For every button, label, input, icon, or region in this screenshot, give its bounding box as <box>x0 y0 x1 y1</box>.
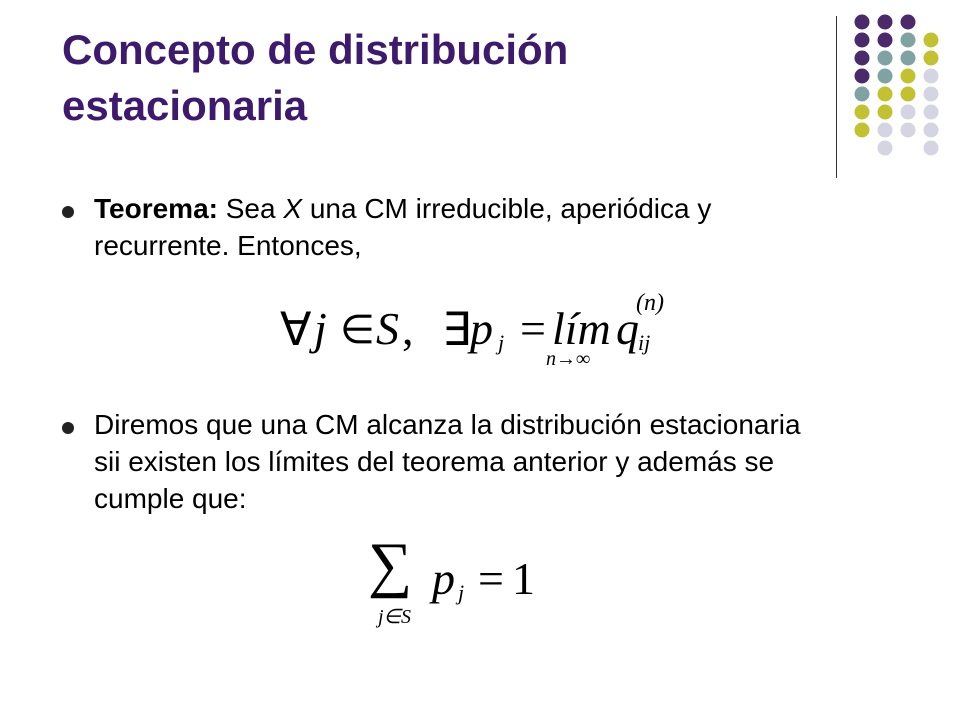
q-superscript: (n) <box>636 290 664 316</box>
decorative-dot <box>924 141 939 156</box>
decorative-dot <box>901 105 916 120</box>
decorative-dot <box>855 123 870 138</box>
equals-sign: = <box>478 553 504 604</box>
decorative-dot <box>878 105 893 120</box>
formula-p-subscript: j <box>458 580 465 605</box>
formula-one: 1 <box>512 553 535 604</box>
decorative-dot <box>901 15 916 30</box>
theorem-text-a: Sea <box>217 193 284 224</box>
decorative-dot <box>878 87 893 102</box>
decorative-dot <box>924 51 939 66</box>
formula-comma: , <box>402 303 414 354</box>
formula-p: p <box>470 303 493 354</box>
formula-sum <box>368 531 568 630</box>
element-of-symbol: ∈ <box>340 307 375 352</box>
decorative-dot <box>901 123 916 138</box>
theorem-text-b: una CM irreducible, aperiódica y recurrente. Entonces, <box>94 193 712 261</box>
decorative-dot <box>924 33 939 48</box>
decorative-dot <box>924 123 939 138</box>
theorem-variable: X <box>283 193 303 224</box>
decorative-dot <box>878 51 893 66</box>
bullet-theorem <box>62 190 842 264</box>
limit-operator: lím <box>552 303 611 354</box>
decorative-dot <box>855 105 870 120</box>
decorative-dot <box>855 87 870 102</box>
decorative-dot <box>878 15 893 30</box>
decorative-dot <box>901 87 916 102</box>
decorative-dot <box>878 123 893 138</box>
slide-title: Concepto de distribución estacionaria <box>62 26 569 129</box>
q-subscript: ij <box>638 330 651 355</box>
forall-symbol: ∀ <box>280 304 312 355</box>
equals-sign: = <box>520 303 546 354</box>
formula-p: p <box>432 553 455 604</box>
decorative-dot <box>855 33 870 48</box>
formula-limit <box>280 290 680 376</box>
sum-symbol: ∑ <box>368 531 413 599</box>
bullet-icon <box>62 422 74 434</box>
decorative-dot <box>924 105 939 120</box>
formula-q: q <box>616 303 639 354</box>
decorative-dot <box>855 51 870 66</box>
theorem-label: Teorema: <box>94 193 218 224</box>
formula-j: j <box>314 303 327 354</box>
exists-symbol: ∃ <box>442 304 472 355</box>
bullet-theorem-text <box>94 190 814 264</box>
decorative-dot <box>878 33 893 48</box>
decorative-dot <box>924 69 939 84</box>
decorative-dot <box>855 69 870 84</box>
decorative-dot <box>901 33 916 48</box>
formula-p-subscript: j <box>498 330 505 355</box>
decorative-dot <box>855 15 870 30</box>
decorative-dot <box>878 69 893 84</box>
bullet-icon <box>62 206 74 218</box>
bullet-definition <box>62 406 842 517</box>
decorative-dot <box>878 141 893 156</box>
decorative-dot <box>901 51 916 66</box>
decorative-dot <box>924 87 939 102</box>
limit-subscript: n→∞ <box>546 348 591 370</box>
decorative-dot <box>901 69 916 84</box>
sum-subscript: j∈S <box>378 606 411 628</box>
formula-S: S <box>376 303 399 354</box>
bullet-definition-text: Diremos que una CM alcanza la distribución estacionaria sii existen los límites del teorema anterior y además se cumple que: <box>94 409 801 514</box>
